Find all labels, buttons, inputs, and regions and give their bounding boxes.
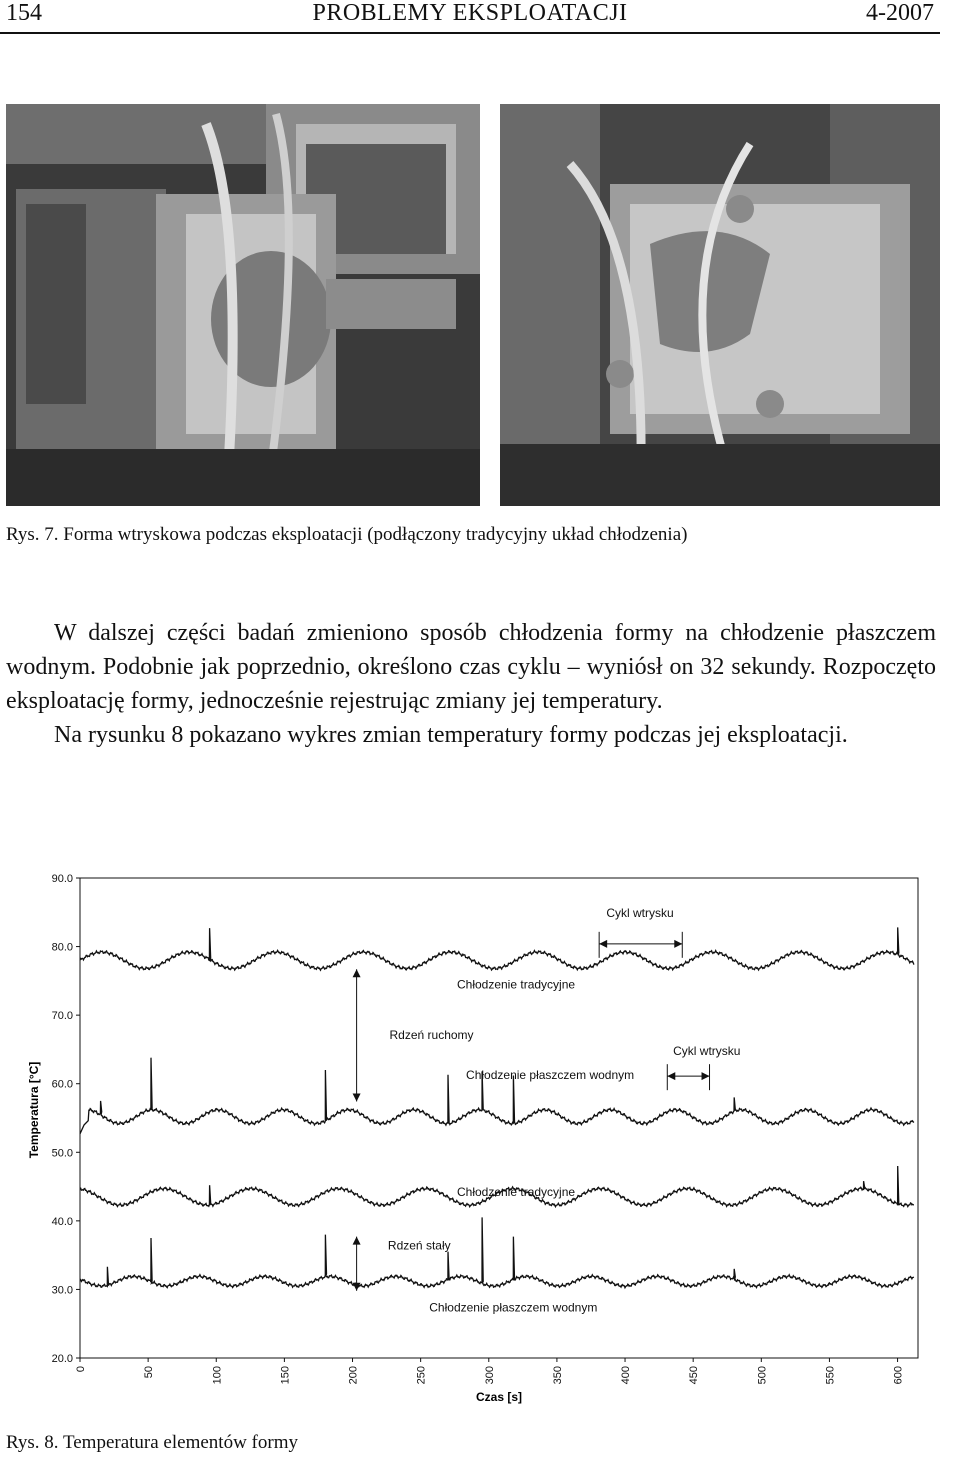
x-tick-label: 450 xyxy=(688,1366,701,1385)
arrowhead xyxy=(353,1094,361,1102)
x-tick-label: 500 xyxy=(756,1366,769,1385)
figure-8-caption: Rys. 8. Temperatura elementów formy xyxy=(6,1432,298,1453)
y-tick-label: 70.0 xyxy=(51,1010,73,1023)
x-tick-label: 600 xyxy=(892,1366,905,1385)
x-tick-label: 250 xyxy=(415,1366,428,1385)
mold-photo-right xyxy=(500,104,940,506)
chart-annotation: Cykl wtrysku xyxy=(606,906,674,921)
y-axis-title: Temperatura [°C] xyxy=(27,1061,41,1159)
page-number: 154 xyxy=(6,0,42,26)
arrowhead xyxy=(674,940,682,948)
mold-photo-left xyxy=(6,104,480,506)
y-tick-label: 40.0 xyxy=(51,1215,73,1228)
x-tick-label: 300 xyxy=(483,1366,496,1385)
x-tick-label: 350 xyxy=(551,1366,564,1385)
chart-annotation: Rdzeń ruchomy xyxy=(389,1028,474,1043)
temperature-series-1 xyxy=(80,927,914,970)
arrowhead xyxy=(353,969,361,977)
arrowhead xyxy=(599,940,607,948)
x-tick-label: 150 xyxy=(279,1366,292,1385)
arrowhead xyxy=(667,1072,675,1080)
labels-group xyxy=(388,906,741,1314)
body-text xyxy=(6,616,936,752)
chart-annotation: Chłodzenie płaszczem wodnym xyxy=(466,1067,635,1082)
chart-annotation: Chłodzenie płaszczem wodnym xyxy=(429,1300,598,1315)
y-tick-label: 20.0 xyxy=(51,1353,73,1365)
paragraph: W dalszej części badań zmieniono sposób chłodzenia formy na chłodzenie płaszczem wodnym. Podobnie jak poprzednio, określono czas cyklu – wyniósł on 32 sekundy. Rozpoczęto eksploatację formy, jednocześnie rejestrując zmiany jej temperatury. xyxy=(6,620,936,714)
y-tick-label: 90.0 xyxy=(51,873,73,885)
chart-annotation: Cykl wtrysku xyxy=(673,1043,741,1058)
chart-annotation: Rdzeń stały xyxy=(387,1238,451,1253)
chart-annotation: Chłodzenie tradycyjne xyxy=(456,1185,576,1200)
figure-7-caption: Rys. 7. Forma wtryskowa podczas eksploatacji (podłączony tradycyjny układ chłodzenia) xyxy=(6,524,688,545)
temperature-series-4 xyxy=(80,1217,914,1287)
temperature-chart-svg xyxy=(0,860,960,1420)
x-tick-label: 0 xyxy=(75,1366,87,1373)
x-tick-label: 200 xyxy=(347,1366,360,1385)
x-tick-label: 50 xyxy=(143,1366,156,1379)
x-tick-label: 400 xyxy=(620,1366,633,1385)
y-tick-label: 80.0 xyxy=(51,941,73,954)
x-tick-label: 100 xyxy=(211,1366,224,1385)
paragraph: Na rysunku 8 pokazano wykres zmian temperatury formy podczas jej eksploatacji. xyxy=(54,722,848,748)
x-tick-label: 550 xyxy=(824,1366,837,1385)
temperature-chart xyxy=(0,860,960,1420)
issue-number: 4-2007 xyxy=(866,0,934,26)
y-tick-label: 30.0 xyxy=(51,1284,73,1297)
arrowhead xyxy=(702,1072,710,1080)
x-axis-title: Czas [s] xyxy=(475,1390,523,1404)
chart-annotation: Chłodzenie tradycyjne xyxy=(456,977,576,992)
y-tick-label: 50.0 xyxy=(51,1147,73,1160)
arrowhead xyxy=(353,1237,361,1245)
y-tick-label: 60.0 xyxy=(51,1078,73,1091)
journal-title: PROBLEMY EKSPLOATACJI xyxy=(312,0,628,26)
running-header xyxy=(0,0,940,34)
